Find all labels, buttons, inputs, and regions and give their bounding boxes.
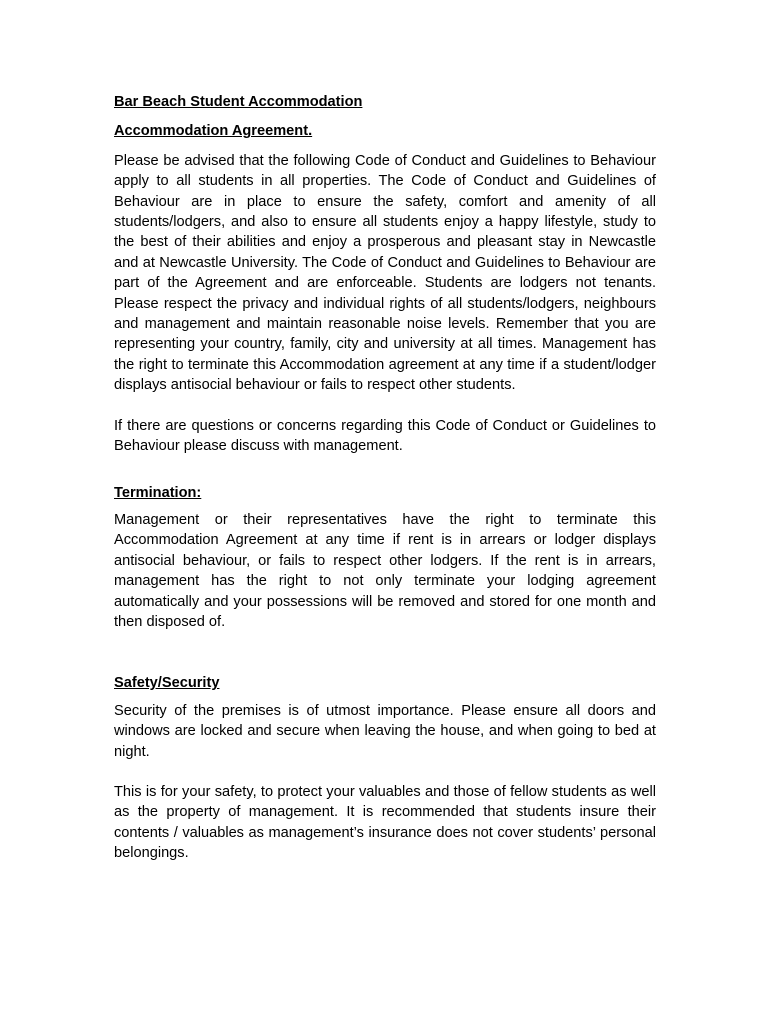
termination-paragraph: Management or their representatives have the right to terminate this Accommodation Agreement at any time if rent is in arrears or lodger displays antisocial behaviour, or fails to respect other lodgers. If the rent is in arrears, management has the right to not only terminate your lodging agreement automatically and your possessions will be removed and stored for one month and then disposed of. <box>114 511 656 630</box>
intro-paragraph: Please be advised that the following Code of Conduct and Guidelines to Behaviour apply to all students in all properties. The Code of Conduct and Guidelines of Behaviour are in place to ensure the safety, comfort and amenity of all students/lodgers, and also to ensure all students enjoy a happy lifestyle, study to the best of their abilities and enjoy a prosperous and pleasant stay in Newcastle and at Newcastle University. The Code of Conduct and Guidelines to Behaviour are part of the Agreement and are enforceable. Students are lodgers not tenants. Please respect the privacy and individual rights of all students/lodgers, neighbours and management and maintain reasonable noise levels. Remember that you are representing your country, family, city and university at all times. Management has the right to terminate this Accommodation agreement at any time if a student/lodger displays antisocial behaviour or fails to respect other students. <box>114 152 656 394</box>
security-paragraph: Security of the premises is of utmost importance. Please ensure all doors and windows are locked and secure when leaving the house, and when going to bed at night. <box>114 702 656 760</box>
insurance-paragraph: This is for your safety, to protect your valuables and those of fellow students as well as the property of management. It is recommended that students insure their contents / valuables as management’s insurance does not cover students’ personal belongings. <box>114 783 656 862</box>
agreement-heading: Accommodation Agreement. <box>114 123 313 140</box>
termination-heading: Termination: <box>114 484 202 501</box>
document-title: Bar Beach Student Accommodation <box>114 94 363 110</box>
safety-heading: Safety/Security <box>114 675 220 692</box>
document-body <box>114 92 656 864</box>
questions-paragraph: If there are questions or concerns regarding this Code of Conduct or Guidelines to Behaviour please discuss with management. <box>114 417 656 455</box>
